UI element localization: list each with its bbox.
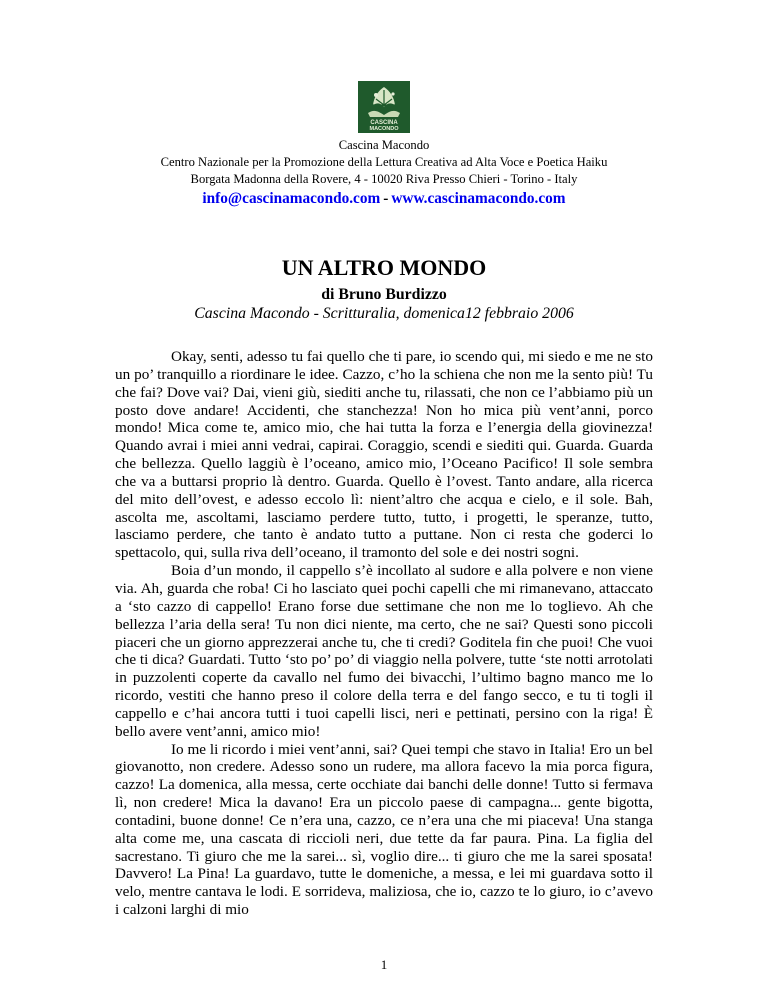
- links-separator: -: [383, 190, 389, 207]
- org-address: Borgata Madonna della Rovere, 4 - 10020 Riva Presso Chieri - Torino - Italy: [190, 172, 578, 186]
- cascina-macondo-logo-icon: [358, 81, 410, 133]
- svg-text:MACONDO: MACONDO: [369, 126, 399, 132]
- document-body: [115, 348, 653, 919]
- svg-text:CASCINA: CASCINA: [370, 120, 398, 126]
- org-description: Centro Nazionale per la Promozione della Lettura Creativa ad Alta Voce e Poetica Haiku: [160, 155, 608, 169]
- paragraph: Boia d’un mondo, il cappello s’è incollato al sudore e alla polvere e non viene via. Ah, guarda che roba! Ci ho lasciato quei pochi capelli che mi rimanevano, attaccato a ‘sto cazzo di cappello! Erano forse due settimane che non me lo toglievo. Ah che bellezza l’aria della sera! Tu non dici niente, ma certo, che ne sai? Questi sono piccoli piaceri che un giorno apprezzerai anche tu, che ti credi? Goditela fin che puoi! Che vuoi che ti dica? Guardati. Tutto ‘sto po’ po’ di viaggio nella polvere, tutte ‘ste notti arrotolati in puzzolenti coperte da cavallo nel fumo dei bivacchi, l’ultimo bagno manco me lo ricordo, vestiti che hanno preso il colore della terra e del fango secco, e tu ti togli il cappello e c’hai ancora tutti i tuoi capelli lisci, neri e pettinati, persino con la riga! È bello avere vent’anni, amico mio!: [115, 562, 653, 740]
- website-link[interactable]: www.cascinamacondo.com: [391, 190, 566, 207]
- paragraph: Okay, senti, adesso tu fai quello che ti pare, io scendo qui, mi siedo e me ne sto un po’ tranquillo a riordinare le idee. Cazzo, c’ho la schiena che non me la sento più! Tu che fai? Dove vai? Dai, vieni giù, siediti anche tu, rilassati, che non ce l’abbiamo più un posto dove andare! Accidenti, che stanchezza! Non ho mica più vent’anni, porco mondo! Mica come te, amico mio, che hai tutta la forza e l’energia della giovinezza! Quando avrai i miei anni vedrai, capirai. Coraggio, scendi e siediti qui. Guarda. Guarda che bellezza. Quello laggiù è l’oceano, amico mio, l’Oceano Pacifico! Il sole sembra che va a buttarsi proprio là dentro. Guarda. Quello è l’ovest. Tanto andare, alla ricerca del mito dell’ovest, e adesso eccolo lì: nient’altro che acqua e cielo, e il sole. Bah, ascolta me, ascoltami, lasciamo perdere tutto, tutto, i progetti, le speranze, tutto, lasciamo perdere, che tanto è andato tutto a puttane. Non ci resta che goderci lo spettacolo, qui, sulla riva dell’oceano, il tramonto del sole e dei nostri sogni.: [115, 348, 653, 562]
- contact-links: [0, 190, 768, 208]
- document-title: UN ALTRO MONDO: [281, 255, 487, 280]
- page-number: 1: [380, 957, 388, 972]
- document-subtitle: Cascina Macondo - Scritturalia, domenica12 febbraio 2006: [194, 305, 574, 322]
- org-name: Cascina Macondo: [338, 138, 430, 152]
- paragraph: Io me li ricordo i miei vent’anni, sai? Quei tempi che stavo in Italia! Ero un bel giovanotto, non credere. Adesso sono un rudere, ma allora facevo la mia porca figura, cazzo! La domenica, alla messa, certe occhiate dai banchi delle donne! Tutto si fermava lì, non credere! Mica la davano! Era un piccolo paese di campagna... gente bigotta, contadini, buone donne! Ce n’era una, cazzo, ce n’era una che mi piaceva! Una stanga alta come me, una cascata di riccioli neri, due tette da far paura. Pina. La figlia del sacrestano. Ti giuro che me la sarei... sì, voglio dire... ti giuro che me la sarei sposata! Davvero! La Pina! La guardavo, tutte le domeniche, a messa, e lei mi guardava sotto il velo, mentre cantava le lodi. E sorrideva, maliziosa, che io, cazzo te lo giuro, io c’avevo i calzoni larghi di mio: [115, 740, 653, 919]
- document-author: di Bruno Burdizzo: [321, 286, 447, 303]
- email-link[interactable]: info@cascinamacondo.com: [202, 190, 381, 207]
